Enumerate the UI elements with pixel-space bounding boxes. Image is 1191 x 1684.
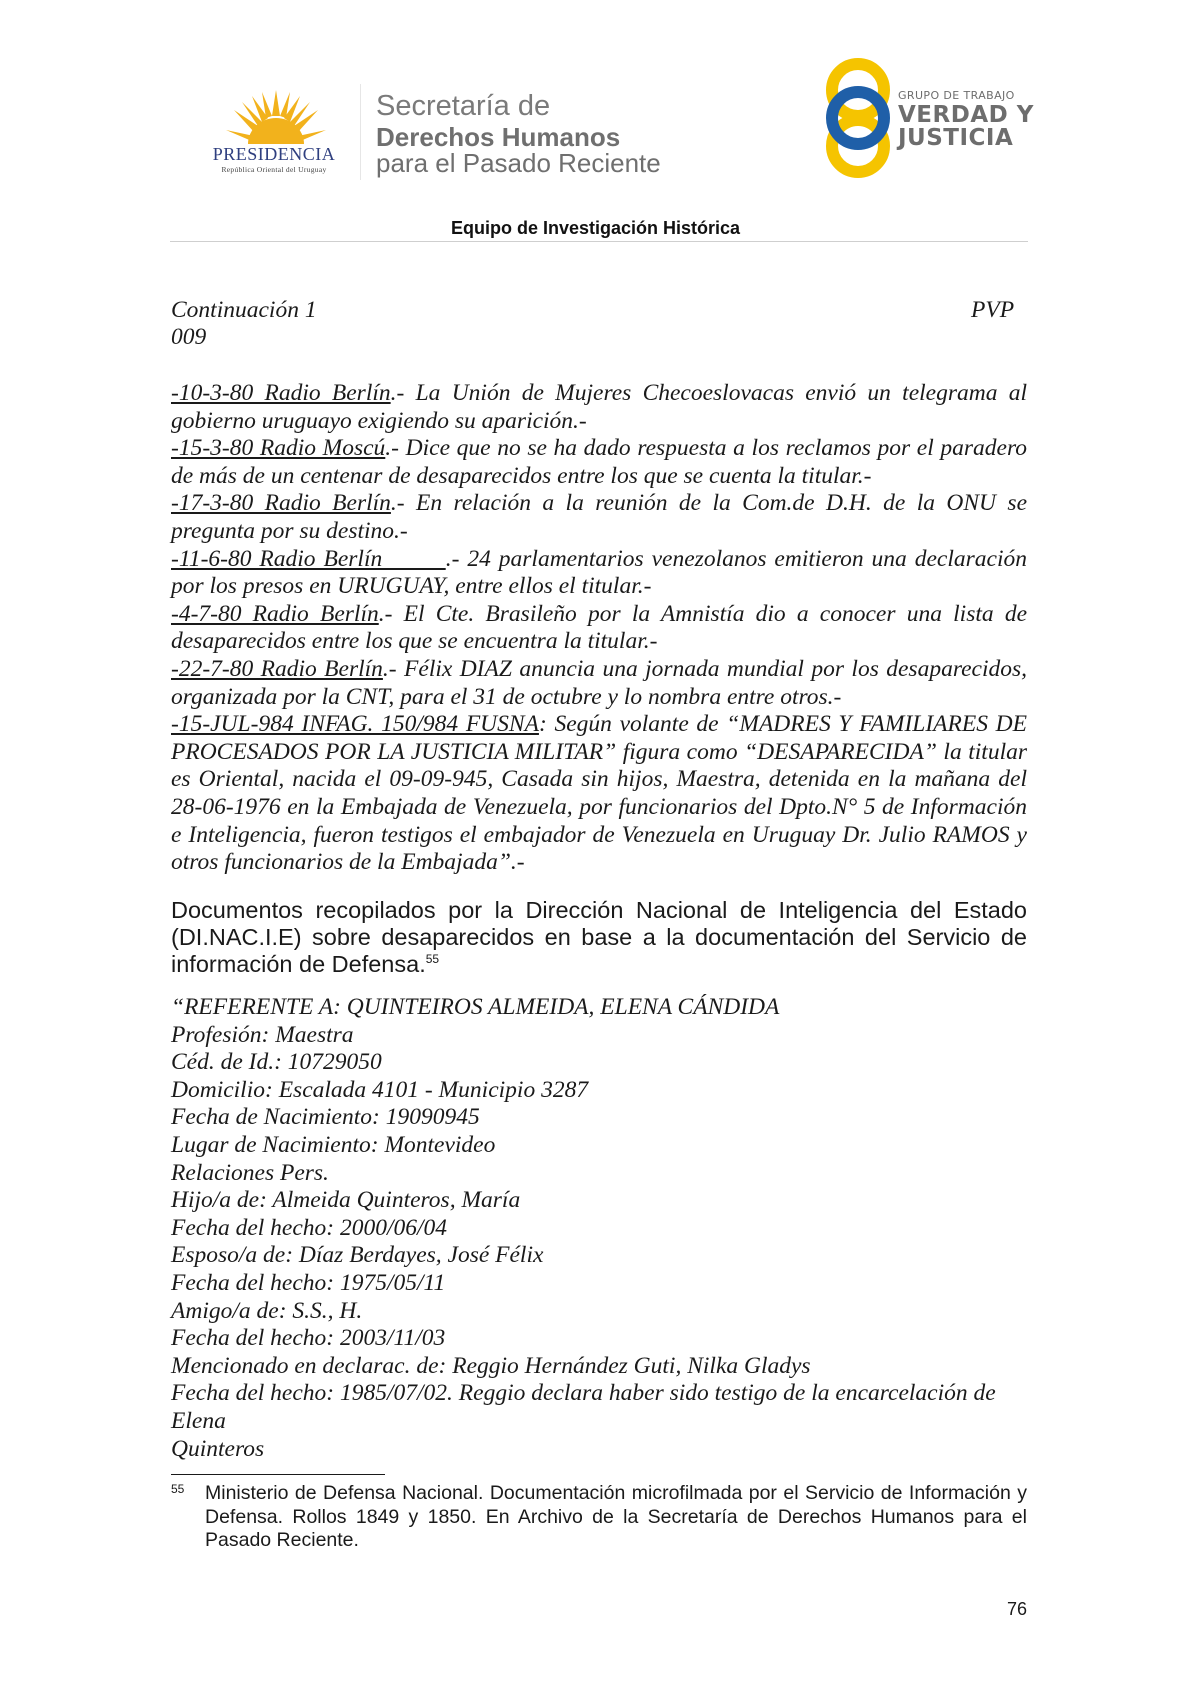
radio-entries (171, 380, 1027, 877)
entry (171, 711, 1027, 877)
entry-ref: -22-7-80 Radio Berlín (171, 655, 383, 682)
entry (171, 601, 1027, 656)
verdad-justicia-rings-logo (822, 56, 894, 180)
continuation-code: PVP (971, 297, 1015, 323)
entry-ref: -10-3-80 Radio Berlín (171, 380, 391, 406)
entry (171, 656, 1027, 711)
continuation-label: Continuación 1 (171, 297, 317, 323)
record-line: Céd. de Id.: 10729050 (171, 1049, 382, 1076)
record-line: “REFERENTE A: QUINTEIROS ALMEIDA, ELENA CÁNDIDA (171, 994, 780, 1020)
record-line: Relaciones Pers. (171, 1159, 329, 1186)
record-line: Fecha del hecho: 1975/05/11 (171, 1269, 446, 1296)
record-line: Fecha del hecho: 2003/11/03 (171, 1325, 446, 1352)
entry-text: .- Félix DIAZ anuncia una jornada mundial por los desaparecidos, organizada por la CNT, para el 31 de octubre y lo nombra entre otros.- (171, 655, 1028, 710)
entry-ref: -11-6-80 Radio Berlín (171, 545, 446, 572)
entry-text: .- En relación a la reunión de la Com.de D.H. de la ONU se pregunta por su destino.- (171, 490, 1027, 544)
verdad-line: VERDAD Y (898, 102, 1034, 128)
record-line: Hijo/a de: Almeida Quinteros, María (171, 1187, 521, 1214)
record-line: Fecha del hecho: 2000/06/04 (171, 1214, 448, 1241)
entry (171, 546, 1027, 601)
presidencia-title: PRESIDENCIA (212, 144, 336, 164)
grupo-trabajo-line: GRUPO DE TRABAJO (898, 89, 1015, 102)
entry (171, 380, 1027, 435)
record-line: Esposo/a de: Díaz Berdayes, José Félix (171, 1242, 544, 1269)
entry-ref: -4-7-80 Radio Berlín (171, 600, 379, 627)
section-heading (171, 897, 1027, 978)
team-title: Equipo de Investigación Histórica (450, 218, 741, 238)
record-line: Domicilio: Escalada 4101 - Municipio 3287 (171, 1076, 589, 1103)
record-line: Quinteros (171, 1435, 265, 1462)
entry (171, 435, 1027, 490)
record-line: Fecha de Nacimiento: 19090945 (171, 1104, 480, 1131)
record-line: Profesión: Maestra (171, 1021, 354, 1048)
continuation-number: 009 (171, 324, 207, 350)
entry-text: .- 24 parlamentarios venezolanos emitieron una declaración por los presos en URUGUAY, entre ellos el titular.- (171, 545, 1027, 600)
page-number: 76 (1006, 1599, 1027, 1619)
entry-text: : Según volante de “MADRES Y FAMILIARES DE PROCESADOS POR LA JUSTICIA MILITAR” figura como “DESAPARECIDA” la titular es Oriental, nacida el 09-09-945, Casada sin hijos, Maestra, detenida en la mañana del 28-06-1976 en la Embajada de Venezuela, por funcionarios del Dpto.N° 5 de Información e Inteligencia, fueron testigos el embajador de Venezuela en Uruguay Dr. Julio RAMOS y otros funcionarios de la Embajada”.- (171, 711, 1027, 876)
footnote-divider (171, 1474, 385, 1475)
footnote-number: 55 (171, 1482, 185, 1496)
entry-text: .- Dice que no se ha dado respuesta a los reclamos por el paradero de más de un centenar de desaparecidos entre los que se cuenta la titular.- (171, 435, 1027, 489)
secretaria-line-1: Secretaría de (376, 90, 551, 122)
section-heading-text: Documentos recopilados por la Dirección Nacional de Inteligencia del Estado (DI.NAC.I.E) sobre desaparecidos en base a la documentación del Servicio de información de Defensa. (171, 897, 1027, 977)
record-line: Lugar de Nacimiento: Montevideo (171, 1131, 496, 1158)
footnote-ref: 55 (425, 952, 440, 967)
secretaria-line-2: Derechos Humanos (376, 122, 621, 152)
entry-ref: -15-JUL-984 INFAG. 150/984 FUSNA (171, 711, 539, 738)
entry (171, 490, 1027, 545)
justicia-line: JUSTICIA (898, 125, 1014, 151)
record-line: Fecha del hecho: 1985/07/02. Reggio declara haber sido testigo de la encarcelación de Elena (171, 1380, 996, 1434)
person-record (171, 994, 1027, 1463)
footnote-text: Ministerio de Defensa Nacional. Documentación microfilmada por el Servicio de Información y Defensa. Rollos 1849 y 1850. En Archivo de la Secretaría de Derechos Humanos para el Pasado Reciente. (205, 1482, 1027, 1551)
header-divider (170, 241, 1028, 242)
logo-divider (360, 84, 361, 180)
record-line: Mencionado en declarac. de: Reggio Hernández Guti, Nilka Gladys (171, 1352, 811, 1379)
record-line: Amigo/a de: S.S., H. (171, 1297, 363, 1324)
entry-ref: -17-3-80 Radio Berlín (171, 490, 391, 517)
secretaria-line-3: para el Pasado Reciente (376, 148, 661, 178)
presidencia-subtitle: República Oriental del Uruguay (221, 165, 327, 174)
entry-text: .- El Cte. Brasileño por la Amnistía dio a conocer una lista de desaparecidos entre los que se encuentra la titular.- (171, 600, 1027, 655)
entry-text: .- La Unión de Mujeres Checoeslovacas envió un telegrama al gobierno uruguayo exigiendo su aparición.- (171, 380, 1027, 434)
entry-ref: -15-3-80 Radio Moscú (171, 435, 386, 462)
